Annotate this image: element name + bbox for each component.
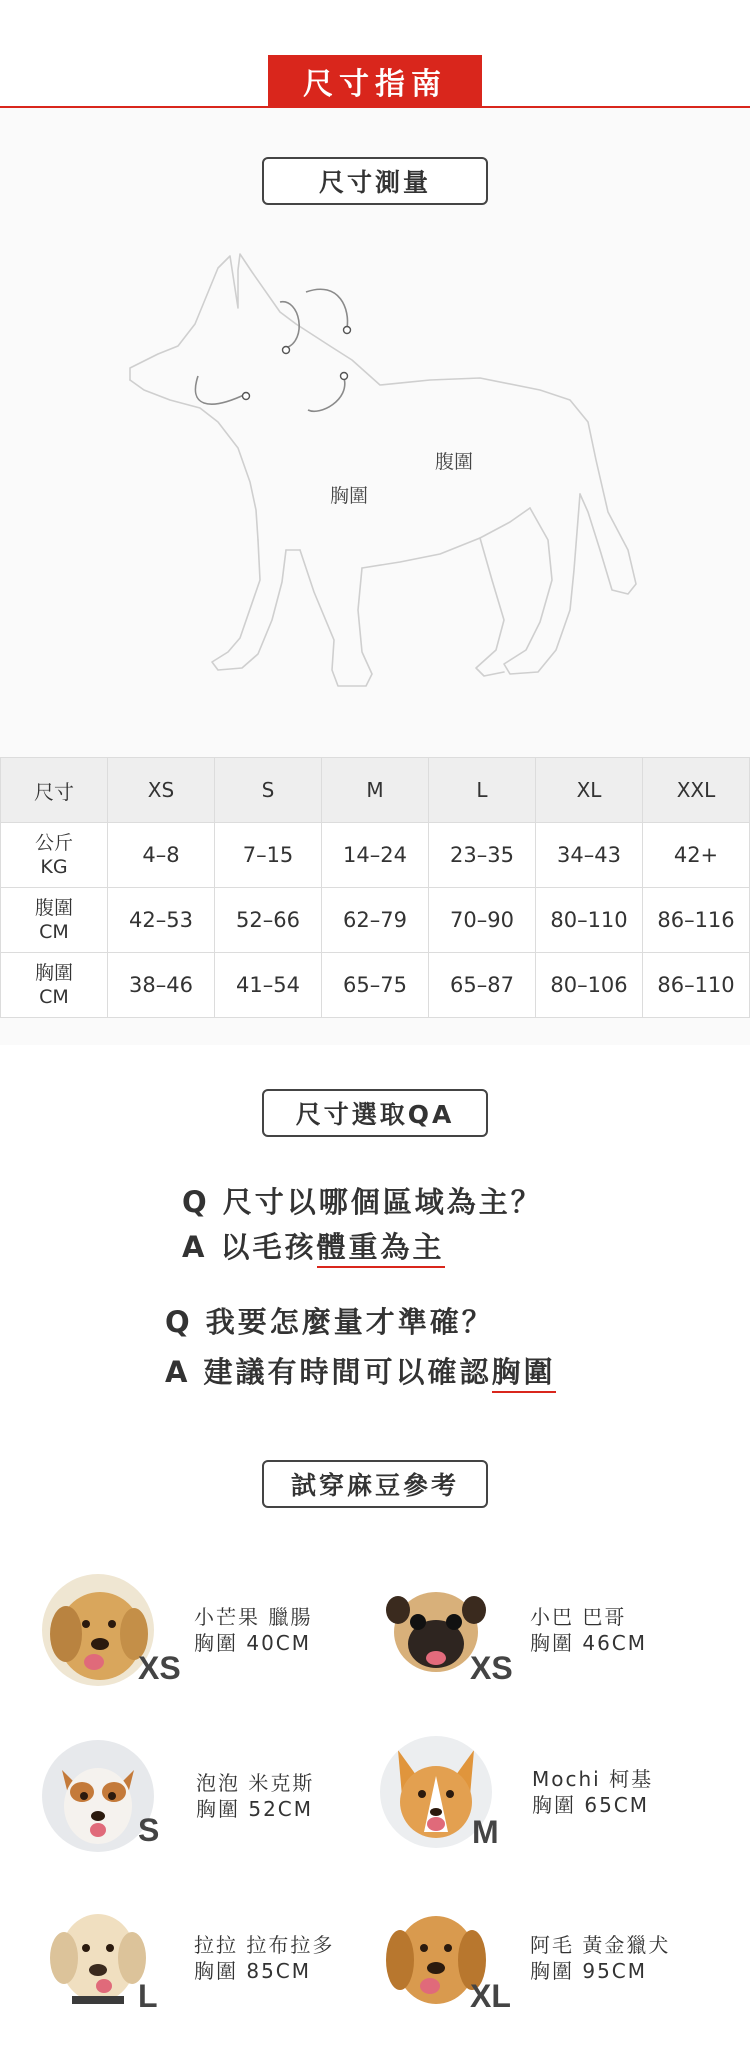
table-header: XXL <box>643 758 750 823</box>
model-chest: 胸圍 40CM <box>194 1631 312 1655</box>
model-info <box>530 1932 670 1984</box>
model-name: 阿毛 黃金獵犬 <box>530 1933 671 1957</box>
model-info <box>530 1604 647 1656</box>
qa-answer-1-prefix: A 以毛孩 <box>182 1230 317 1264</box>
page-title: 尺寸指南 <box>268 55 482 107</box>
table-cell: 41–54 <box>215 953 322 1018</box>
model-name: 小芒果 臘腸 <box>194 1605 313 1629</box>
qa-question-2: Q 我要怎麼量才準確？ <box>165 1305 494 1339</box>
qa-question-1: Q 尺寸以哪個區域為主？ <box>182 1185 543 1219</box>
qa-answer-2 <box>165 1350 556 1391</box>
table-header: XL <box>536 758 643 823</box>
model-name: Mochi 柯基 <box>532 1767 654 1791</box>
model-size-tag: XS <box>138 1650 181 1686</box>
model-chest: 胸圍 95CM <box>530 1959 648 1983</box>
table-header: XS <box>108 758 215 823</box>
model-chest: 胸圍 52CM <box>196 1797 314 1821</box>
table-cell: 42+ <box>643 823 750 888</box>
table-cell: 4–8 <box>108 823 215 888</box>
model-chest: 胸圍 65CM <box>532 1793 650 1817</box>
table-cell: 38–46 <box>108 953 215 1018</box>
table-cell: 7–15 <box>215 823 322 888</box>
model-size-tag: M <box>472 1814 499 1850</box>
table-header: 尺寸 <box>1 758 108 823</box>
model-name: 拉拉 拉布拉多 <box>194 1933 335 1957</box>
table-cell: 52–66 <box>215 888 322 953</box>
qa-section-title: 尺寸選取QA <box>262 1089 488 1137</box>
table-header: S <box>215 758 322 823</box>
table-row <box>1 953 750 1018</box>
row-label-unit: KG <box>40 856 68 878</box>
belly-label: 腹圍 <box>435 451 474 473</box>
table-cell: 86–116 <box>643 888 750 953</box>
model-size-tag: XL <box>470 1978 511 2014</box>
row-label-unit: CM <box>39 921 69 943</box>
table-row <box>1 888 750 953</box>
model-chest: 胸圍 46CM <box>530 1631 648 1655</box>
model-info <box>194 1932 334 1984</box>
row-label <box>1 823 108 888</box>
row-label <box>1 953 108 1018</box>
table-cell: 80–106 <box>536 953 643 1018</box>
model-name: 小巴 巴哥 <box>530 1605 627 1629</box>
model-info <box>196 1770 314 1822</box>
row-label-top: 公斤 <box>34 832 73 854</box>
table-cell: 86–110 <box>643 953 750 1018</box>
table-header: L <box>429 758 536 823</box>
table-cell: 62–79 <box>322 888 429 953</box>
model-name: 泡泡 米克斯 <box>196 1771 315 1795</box>
measure-section-title: 尺寸測量 <box>262 157 488 205</box>
qa-answer-1 <box>182 1225 445 1266</box>
chest-label: 胸圍 <box>330 485 369 507</box>
model-info <box>532 1766 653 1818</box>
table-header-row <box>1 758 750 823</box>
row-label-unit: CM <box>39 986 69 1008</box>
model-chest: 胸圍 85CM <box>194 1959 312 1983</box>
row-label <box>1 888 108 953</box>
qa-answer-1-highlight: 體重為主 <box>317 1230 445 1268</box>
size-table <box>0 757 750 1018</box>
table-row <box>1 823 750 888</box>
table-cell: 23–35 <box>429 823 536 888</box>
table-cell: 80–110 <box>536 888 643 953</box>
model-size-tag: L <box>138 1978 158 2014</box>
table-cell: 65–87 <box>429 953 536 1018</box>
qa-answer-2-prefix: A 建議有時間可以確認 <box>165 1355 492 1389</box>
row-label-top: 胸圍 <box>34 962 73 984</box>
table-header: M <box>322 758 429 823</box>
qa-answer-2-highlight: 胸圍 <box>492 1355 556 1393</box>
table-cell: 70–90 <box>429 888 536 953</box>
model-info <box>194 1604 312 1656</box>
table-cell: 42–53 <box>108 888 215 953</box>
row-label-top: 腹圍 <box>34 897 73 919</box>
dog-outline-icon <box>100 250 660 710</box>
table-cell: 14–24 <box>322 823 429 888</box>
table-cell: 65–75 <box>322 953 429 1018</box>
model-size-tag: S <box>138 1812 160 1848</box>
table-cell: 34–43 <box>536 823 643 888</box>
model-size-tag: XS <box>470 1650 513 1686</box>
dog-measure-diagram <box>100 250 660 710</box>
models-section-title: 試穿麻豆參考 <box>262 1460 488 1508</box>
